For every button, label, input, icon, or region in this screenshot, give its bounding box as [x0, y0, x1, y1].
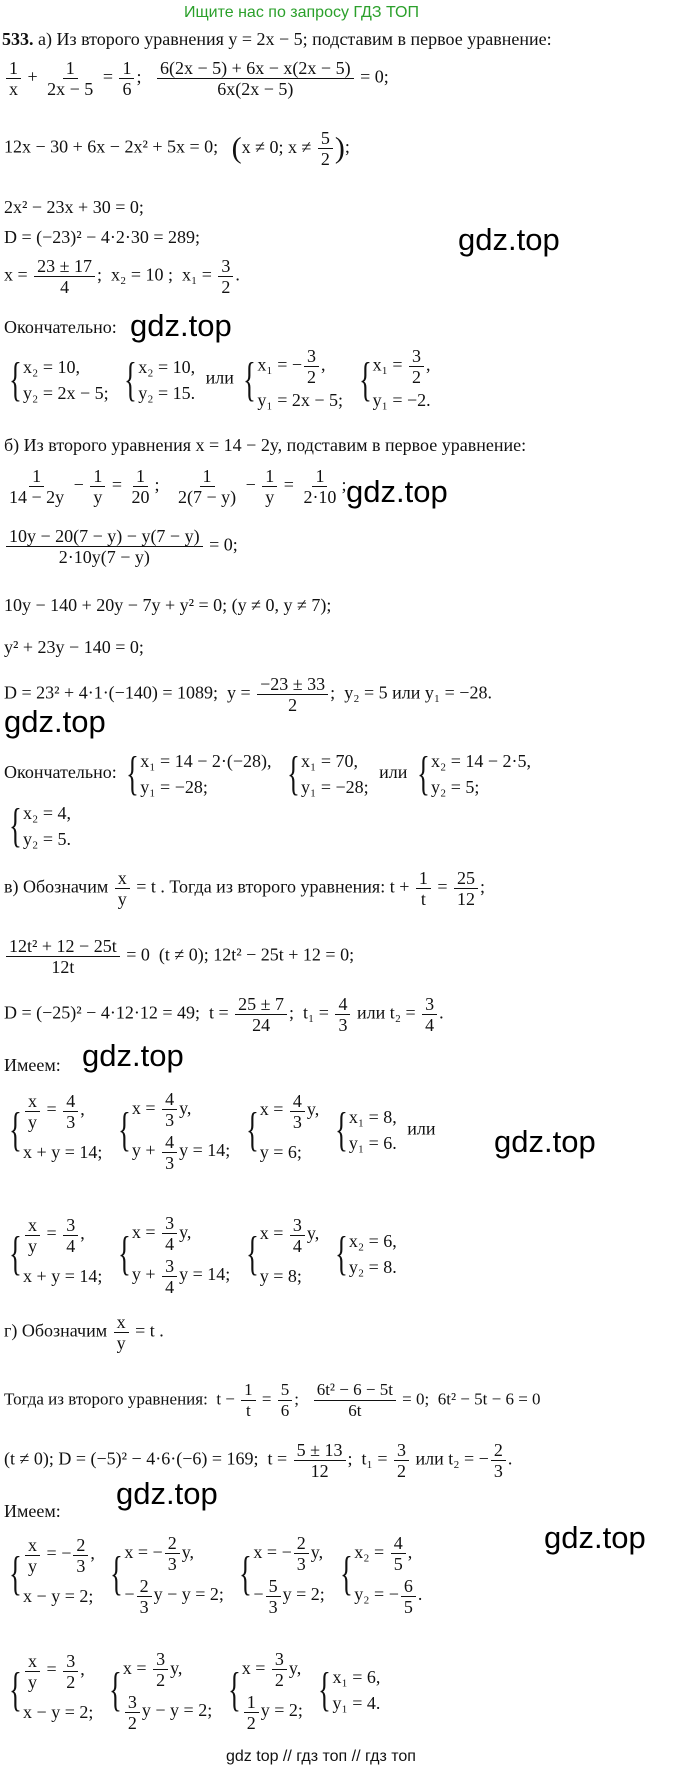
- part-a-condition: x ≠ 0; x ≠ $\frac{5}{2}$: [242, 137, 335, 157]
- part-b-equation-4: y² + 23y − 140 = 0;: [4, 637, 144, 657]
- part-b-intro: б) Из второго уравнения x = 14 − 2y, подставим в первое уравнение:: [4, 435, 527, 455]
- part-a-roots: x = $\frac{23 \pm 17}{4}$ ; x₂ = 10 ; x₁ = $\frac{3}{2}$ .: [4, 256, 240, 297]
- part-v-discriminant: D = (−25)² − 4·12·12 = 49; t = $\frac{25 \pm 7}{24}$ ; t₁ = $\frac{4}{3}$ или t₂ = $\frac{3}{4}$ .: [4, 994, 444, 1035]
- part-a-discriminant: D = (−23)² − 4·2·30 = 289;: [4, 227, 200, 247]
- watermark: gdz.top: [82, 1038, 184, 1073]
- part-a-equation-2: 12x − 30 + 6x − 2x² + 5x = 0; (x ≠ 0; x ≠ $\frac{5}{2}$ );: [4, 128, 350, 169]
- watermark: gdz.top: [458, 222, 560, 257]
- part-v-have-label: Имеем:: [4, 1055, 61, 1075]
- part-b-equation-3: 10y − 140 + 20y − 7y + y² = 0; (y ≠ 0, y ≠ 7);: [4, 595, 332, 615]
- part-b-final: Окончательно: { x₁ = 14 − 2·(−28), y₁ = −28; { x₁ = 70, y₁ = −28; или { x₂ = 14 − 2·5, y₂ = 5;: [4, 747, 532, 800]
- part-v-intro: в) Обозначим $\frac{x}{y}$ = t . Тогда из второго уравнения: t + $\frac{1}{t}$ = $\frac{25}{12}$ ;: [4, 868, 486, 909]
- watermark: gdz.top: [116, 1476, 218, 1511]
- part-a-equation-3: 2x² − 23x + 30 = 0;: [4, 197, 144, 217]
- part-a-systems: { x₂ = 10, y₂ = 2x − 5; { x₂ = 10, y₂ = 15. или { x₁ = − $\frac{3}{2}$ , y₁ = 2x − 5; { x₁ = $\frac{3}{2}$ , y₁ = −2.: [9, 346, 431, 410]
- watermark: gdz.top: [544, 1520, 646, 1555]
- watermark: gdz.top: [346, 474, 448, 509]
- part-g-have-label: Имеем:: [4, 1501, 61, 1521]
- part-a-final-label: Окончательно:: [4, 317, 117, 337]
- banner-link[interactable]: Ищите нас по запросу ГДЗ ТОП: [184, 4, 419, 21]
- part-a-equation-1: $\frac{1}{x}$ + $\frac{1}{2x - 5}$ = $\frac{1}{6}$ ; $\frac{6(2x - 5) + 6x - x(2x - 5)}{6x(2x - 5)}$ = 0;: [4, 58, 389, 99]
- watermark: gdz.top: [4, 704, 106, 739]
- part-b-equation-2: $\frac{10y - 20(7 - y) - y(7 - y)}{2\cdot 10y(7 - y)}$ = 0;: [4, 526, 238, 567]
- part-g-intro: г) Обозначим $\frac{x}{y}$ = t .: [4, 1312, 164, 1353]
- problem-number: 533.: [2, 29, 34, 49]
- part-g-equation-1: Тогда из второго уравнения: t − $\frac{1}{t}$ = $\frac{5}{6}$ ; $\frac{\text{6t² − 6 − 5t}}{6t}$ = 0; 6t² − 5t − 6 = 0: [4, 1380, 541, 1420]
- part-b-system-last: { x₂ = 4, y₂ = 5.: [9, 799, 71, 852]
- part-g-systems-2: { $\frac{x}{y}$ = $\frac{3}{2}$ , x − y = 2; { x = $\frac{3}{2}$ y, $\frac{3}{2}$ y − y = 2; { x = $\frac{3}{2}$ y, $\frac{1}{2}$ y = 2; { x₁ = 6, y₁ = 4.: [9, 1649, 381, 1733]
- footer-link[interactable]: gdz top // гдз топ // гдз топ: [226, 1748, 416, 1765]
- watermark: gdz.top: [130, 308, 232, 343]
- part-g-systems-1: { $\frac{x}{y}$ = − $\frac{2}{3}$ , x − y = 2; { x = − $\frac{2}{3}$ y, − $\frac{2}{3}$ y − y = 2; { x = − $\frac{2}{3}$ y, − $\frac{5}{3}$ y = 2; { x₂ = $\frac{4}{5}$ , y₂ = − $\frac{6}{5}$ .: [9, 1533, 423, 1617]
- part-v-equation-1: $\frac{\text{12t² + 12 − 25t}}{12t}$ = 0 (t ≠ 0); 12t² − 25t + 12 = 0;: [4, 936, 354, 977]
- part-g-discriminant: (t ≠ 0); D = (−5)² − 4·6·(−6) = 169; t = $\frac{5 \pm 13}{12}$ ; t₁ = $\frac{3}{2}$ или t₂ = − $\frac{2}{3}$ .: [4, 1440, 513, 1481]
- part-v-systems-2: { $\frac{x}{y}$ = $\frac{3}{4}$ , x + y = 14; { x = $\frac{3}{4}$ y, y + $\frac{3}{4}$ y = 14; { x = $\frac{3}{4}$ y, y = 8; { x₂ = 6, y₂ = 8.: [9, 1213, 397, 1297]
- part-b-discriminant: D = 23² + 4·1·(−140) = 1089; y = $\frac{-23 \pm 33}{2}$ ; y₂ = 5 или y₁ = −28.: [4, 674, 492, 715]
- part-a-intro: [2, 28, 552, 50]
- part-a-intro-text: а) Из второго уравнения y = 2x − 5; подставим в первое уравнение:: [38, 29, 552, 49]
- part-b-equation-1: $\frac{1}{14 - 2y}$ − $\frac{1}{y}$ = $\frac{1}{20}$ ; $\frac{1}{2(7 - y)}$ − $\frac{1}{y}$ = $\frac{1}{2\cdot 10}$ ;: [9, 466, 347, 507]
- watermark: gdz.top: [494, 1124, 596, 1159]
- part-v-systems-1: { $\frac{x}{y}$ = $\frac{4}{3}$ , x + y = 14; { x = $\frac{4}{3}$ y, y + $\frac{4}{3}$ y = 14; { x = $\frac{4}{3}$ y, y = 6; { x₁ = 8, y₁ = 6. или: [9, 1089, 436, 1173]
